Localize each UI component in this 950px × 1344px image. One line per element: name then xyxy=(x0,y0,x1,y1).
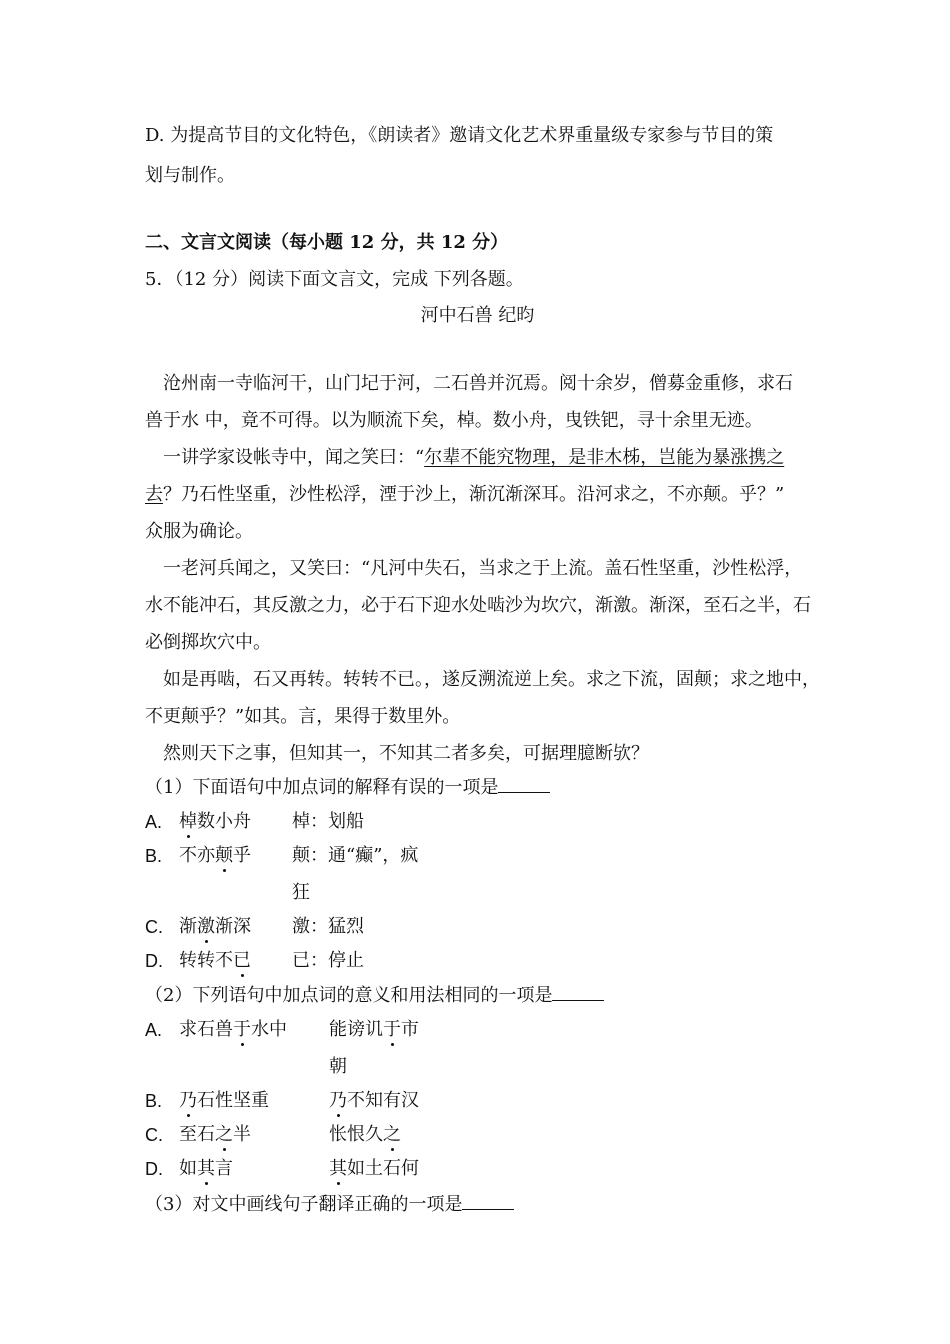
dotted-word: 激 xyxy=(197,916,215,937)
dotted-word: 乃 xyxy=(329,1090,347,1111)
option-phrase: 转转不已 xyxy=(179,950,251,971)
option-right-phrase: 乃不知有汉 xyxy=(329,1090,419,1111)
passage-p3-line3: 必倒掷坎穴中。 xyxy=(145,632,271,653)
sub2-option-a-cont: 朝 xyxy=(329,1056,347,1077)
sub1-prompt xyxy=(145,776,550,800)
dotted-word: 于 xyxy=(383,1019,401,1040)
answer-blank xyxy=(462,1193,514,1210)
option-phrase: 棹数小舟 xyxy=(179,811,251,832)
answer-blank xyxy=(552,984,604,1001)
passage-p1-line1: 沧州南一寺临河干，山门圮于河，二石兽并沉焉。阅十余岁，僧募金重修，求石 xyxy=(163,373,793,394)
option-left-phrase: 如其言 xyxy=(179,1158,233,1179)
prev-option-d-line2: 划与制作。 xyxy=(145,165,235,186)
dotted-word: 颠 xyxy=(215,845,233,866)
prev-option-d-line1: D. 为提高节目的文化特色，《朗读者》邀请文化艺术界重量级专家参与节目的策 xyxy=(145,125,774,146)
option-gloss: 激：猛烈 xyxy=(292,916,364,937)
option-gloss: 颠：通“癫”，疯 xyxy=(292,845,419,866)
passage-p2-line2 xyxy=(145,483,784,507)
passage-p2-line1 xyxy=(163,446,784,470)
option-right-phrase: 怅恨久之 xyxy=(329,1124,401,1145)
passage-p1-line2: 兽于水 中，竟不可得。以为顺流下矣，棹。数小舟，曳铁钯，寻十余里无迹。 xyxy=(145,410,763,431)
option-left-phrase: 求石兽于水中 xyxy=(179,1019,287,1040)
option-phrase: 渐激渐深 xyxy=(179,916,251,937)
passage-p2-line3: 众服为确论。 xyxy=(145,521,253,542)
sub2-prompt-text: （2）下列语句中加点词的意义和用法相同的一项是 xyxy=(145,985,553,1006)
dotted-word: 已 xyxy=(233,950,251,971)
underlined-sentence-part1: 尔辈不能究物理，是非木柹，岂能为暴涨携之 xyxy=(424,447,785,468)
dotted-word: 乃 xyxy=(179,1090,197,1111)
answer-blank xyxy=(498,776,550,793)
option-left-phrase: 至石之半 xyxy=(179,1124,251,1145)
passage-p5: 然则天下之事，但知其一，不知其二者多矣，可据理臆断欤？ xyxy=(163,743,649,764)
passage-title: 河中石兽 纪昀 xyxy=(420,305,535,326)
dotted-word: 于 xyxy=(233,1019,251,1040)
dotted-word: 之 xyxy=(383,1124,401,1145)
sub1-option-b-gloss-cont: 狂 xyxy=(292,882,310,903)
option-letter: B. xyxy=(145,846,163,866)
option-gloss: 棹：划船 xyxy=(292,811,364,832)
option-letter: A. xyxy=(145,1020,163,1040)
passage-p4-line1: 如是再啮，石又再转。转转不已。，遂反溯流逆上矣。求之下流，固颠；求之地中， xyxy=(163,669,820,690)
passage-p2-pre: 一讲学家设帐寺中，闻之笑曰：“ xyxy=(163,447,425,468)
option-letter: B. xyxy=(145,1091,163,1111)
option-letter: C. xyxy=(145,1125,163,1145)
dotted-word: 其 xyxy=(329,1158,347,1179)
option-right-phrase: 能谤讥于市 xyxy=(329,1019,419,1040)
passage-p4-line2: 不更颠乎？”如其。言，果得于数里外。 xyxy=(145,706,461,727)
dotted-word: 棹 xyxy=(179,811,197,832)
option-gloss: 已：停止 xyxy=(292,950,364,971)
sub3-prompt xyxy=(145,1193,514,1217)
dotted-word: 之 xyxy=(215,1124,233,1145)
option-letter: C. xyxy=(145,917,163,937)
passage-p3-line1: 一老河兵闻之，又笑曰：“凡河中失石，当求之于上流。盖石性坚重，沙性松浮， xyxy=(163,558,803,579)
passage-p3-line2: 水不能冲石，其反激之力，必于石下迎水处啮沙为坎穴，渐激。渐深，至石之半，石 xyxy=(145,595,811,616)
option-letter: D. xyxy=(145,951,163,971)
sub1-prompt-text: （1）下面语句中加点词的解释有误的一项是 xyxy=(145,777,499,798)
sub3-prompt-text: （3）对文中画线句子翻译正确的一项是 xyxy=(145,1194,463,1215)
option-left-phrase: 乃石性坚重 xyxy=(179,1090,269,1111)
passage-p2-post: ？乃石性坚重，沙性松浮，湮于沙上，渐沉渐深耳。沿河求之，不亦颠。乎？” xyxy=(163,484,785,505)
option-right-phrase: 其如土石何 xyxy=(329,1158,419,1179)
dotted-word: 其 xyxy=(197,1158,215,1179)
option-letter: A. xyxy=(145,812,163,832)
question-intro: 5．（12 分）阅读下面文言文，完成 下列各题。 xyxy=(145,269,524,290)
option-letter: D. xyxy=(145,1159,163,1179)
option-phrase: 不亦颠乎 xyxy=(179,845,251,866)
section-title: 二、文言文阅读（每小题 12 分，共 12 分） xyxy=(145,232,509,253)
sub2-prompt xyxy=(145,984,604,1008)
underlined-sentence-part2: 去 xyxy=(145,484,163,505)
